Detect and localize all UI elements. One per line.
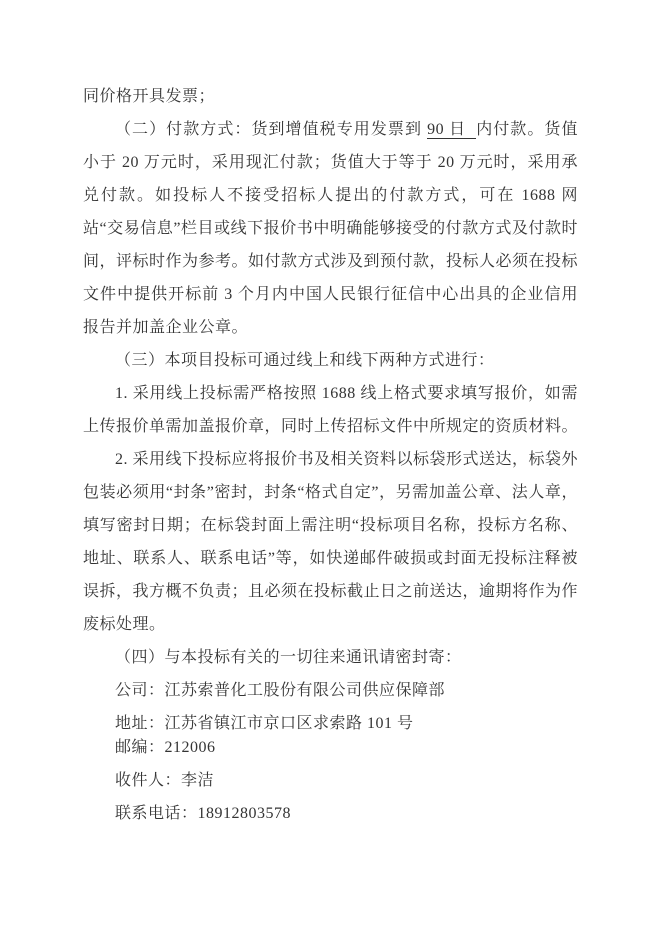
contact-address-line: 地址：江苏省镇江市京口区求索路 101 号 [115,715,414,732]
contact-phone-line: 联系电话：18912803578 [115,805,292,822]
paragraph-section-four-heading: （四）与本投标有关的一切往来通讯请密封寄： [115,649,462,666]
paragraph-online-bidding: 1. 采用线上投标需严格按照 1688 线上格式要求填写报价，如需上传报价单需加盖报价章，同时上传招标文件中所规定的资质材料。 [83,385,579,435]
contact-zip-line: 邮编：212006 [115,739,216,756]
payment-terms-text-after: 内付款。货值小于 20 万元时，采用现汇付款；货值大于等于 20 万元时，采用承兑付款。如投标人不接受招标人提出的付款方式，可在 1688 网站“交易信息”栏目或线下报价书中明确能够接受的付款方式及付款时间，评标时作为参考。如付款方式涉及到预付款，投标人必须在投标文件中提供开标前 3 个月内中国人民银行征信中心出具的企业信用报告并加盖企业公章。 [83,121,579,336]
contact-recipient-line: 收件人：李洁 [115,772,215,789]
payment-days-underlined: 90 日 [427,121,476,139]
contact-company-line: 公司：江苏索普化工股份有限公司供应保障部 [115,682,446,699]
payment-terms-text-before: （二）付款方式：货到增值税专用发票到 [115,121,428,138]
paragraph-invoice-continuation: 同价格开具发票； [83,88,216,105]
paragraph-payment-terms [83,113,578,344]
paragraph-offline-bidding: 2. 采用线下投标应将报价书及相关资料以标袋形式送达，标袋外包装必须用“封条”密封，封条“格式自定”，另需加盖公章、法人章，填写密封日期；在标袋封面上需注明“投标项目名称，投标方名称、地址、联系人、联系电话”等，如快递邮件破损或封面无投标注释被误拆，我方概不负责；且必须在投标截止日之前送达，逾期将作为作废标处理。 [83,451,579,633]
paragraph-section-three-heading: （三）本项目投标可通过线上和线下两种方式进行： [115,352,495,369]
